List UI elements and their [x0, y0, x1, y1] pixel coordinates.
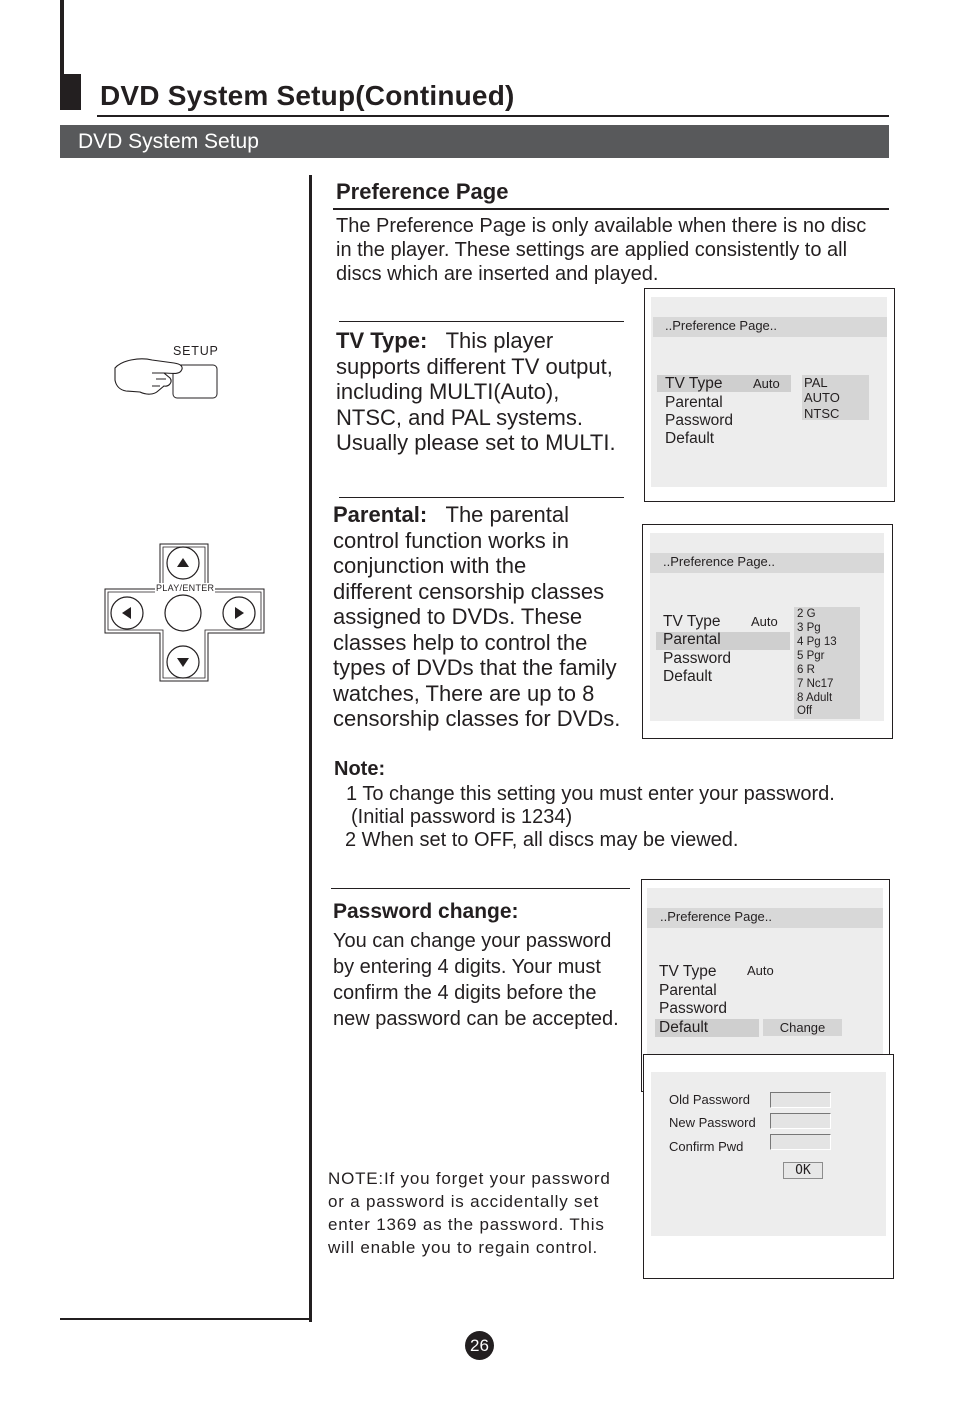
- forgot-password-note: NOTE:If you forget your password or a password is accidentally set enter 1369 as the password. This will enable you to regain control.: [328, 1169, 611, 1257]
- osd-option-rating[interactable]: 3 Pg: [797, 622, 821, 634]
- osd-menu-password[interactable]: Password: [663, 650, 732, 667]
- osd-menu-tv-type[interactable]: TV Type: [663, 613, 721, 630]
- column-divider: [309, 175, 312, 1322]
- osd-menu-password[interactable]: Password: [659, 1000, 728, 1017]
- password-rule: [331, 888, 630, 889]
- note-line-3: 2 When set to OFF, all discs may be viewed.: [345, 829, 739, 851]
- page-title: DVD System Setup(Continued): [100, 80, 515, 111]
- osd-change-button[interactable]: [763, 1019, 842, 1036]
- osd-parental-panel: [642, 524, 893, 739]
- osd-menu-default[interactable]: Default: [659, 1019, 709, 1036]
- osd-current-value: Auto: [753, 376, 780, 391]
- osd-current-value: Auto: [751, 614, 778, 629]
- tv-type-first-line: This player: [445, 328, 554, 353]
- hand-pressing-button-icon: [112, 358, 222, 402]
- osd-option-rating[interactable]: 2 G: [797, 608, 816, 620]
- section-title: DVD System Setup: [78, 130, 259, 153]
- setup-button-illustration: [112, 342, 222, 402]
- page-number: 26: [465, 1331, 494, 1360]
- parental-rule: [339, 497, 624, 498]
- tv-type-term: TV Type:: [336, 328, 428, 353]
- osd-option-ntsc[interactable]: NTSC: [804, 406, 840, 421]
- new-password-field[interactable]: [770, 1113, 831, 1129]
- osd-menu-parental[interactable]: Parental: [665, 394, 723, 411]
- osd-option-rating[interactable]: 8 Adult: [797, 692, 833, 704]
- title-underline: [97, 115, 889, 117]
- play-enter-label: PLAY/ENTER: [156, 583, 215, 593]
- osd-menu-parental[interactable]: Parental: [659, 982, 717, 999]
- new-password-label: New Password: [669, 1115, 756, 1130]
- heading-rule: [333, 208, 889, 210]
- setup-label: SETUP: [173, 344, 219, 358]
- osd-header: ..Preference Page..: [653, 317, 887, 337]
- osd-option-pal[interactable]: PAL: [804, 375, 828, 390]
- osd-header: ..Preference Page..: [650, 553, 884, 573]
- osd-menu-tv-type[interactable]: TV Type: [659, 963, 717, 980]
- password-change-paragraph: You can change your password by entering 4 digits. Your must confirm the 4 digits before the new password can be accepted.: [333, 930, 619, 1030]
- dpad-icon: [102, 541, 268, 685]
- old-password-field[interactable]: [770, 1092, 831, 1108]
- old-password-label: Old Password: [669, 1092, 750, 1107]
- column-bottom-rule: [60, 1318, 312, 1320]
- tv-type-rule: [339, 321, 624, 322]
- tv-type-body: supports different TV output, including MULTI(Auto), NTSC, and PAL systems. Usually please set to MULTI.: [336, 353, 616, 455]
- osd-menu-parental[interactable]: Parental: [663, 631, 721, 648]
- ok-button[interactable]: OK: [783, 1162, 823, 1179]
- confirm-password-label: Confirm Pwd: [669, 1139, 744, 1154]
- password-change-heading: Password change:: [333, 900, 519, 923]
- osd-menu-default[interactable]: Default: [663, 668, 713, 685]
- osd-option-rating[interactable]: 4 Pg 13: [797, 636, 837, 648]
- parental-body: control function works in conjunction with the different censorship classes assigned to DVDs. These classes help to control the types of DVDs that the family watches, There are up to 8 censorship classes for DVDs.: [333, 527, 621, 731]
- osd-option-rating[interactable]: 5 Pgr: [797, 650, 825, 662]
- note-heading: Note:: [334, 758, 386, 780]
- osd-option-rating[interactable]: 6 R: [797, 664, 815, 676]
- intro-paragraph: The Preference Page is only available when there is no disc in the player. These settings are applied consistently to all discs which are inserted and played.: [336, 215, 867, 285]
- note-line-2: (Initial password is 1234): [351, 806, 573, 828]
- osd-menu-password[interactable]: Password: [665, 412, 734, 429]
- osd-menu-default[interactable]: Default: [665, 430, 715, 447]
- confirm-password-field[interactable]: [770, 1134, 831, 1150]
- password-entry-dialog: [643, 1054, 894, 1279]
- osd-menu-tv-type[interactable]: TV Type: [665, 375, 723, 392]
- parental-term: Parental:: [333, 502, 428, 527]
- osd-header: ..Preference Page..: [647, 908, 883, 928]
- preference-page-heading: Preference Page: [336, 179, 509, 204]
- osd-option-off[interactable]: Off: [797, 705, 813, 717]
- osd-option-rating[interactable]: 7 Nc17: [797, 678, 834, 690]
- remote-dpad-illustration: [102, 541, 268, 685]
- osd-change-label: Change: [779, 1020, 826, 1035]
- tv-type-description: [336, 328, 636, 456]
- parental-first-line: The parental: [445, 502, 570, 527]
- header-left-block: [60, 74, 81, 110]
- osd-tv-type-panel: [644, 288, 895, 502]
- osd-option-auto[interactable]: AUTO: [804, 390, 840, 405]
- osd-current-value: Auto: [747, 963, 774, 978]
- note-line-1: 1 To change this setting you must enter your password.: [346, 783, 835, 805]
- parental-description: [333, 502, 639, 732]
